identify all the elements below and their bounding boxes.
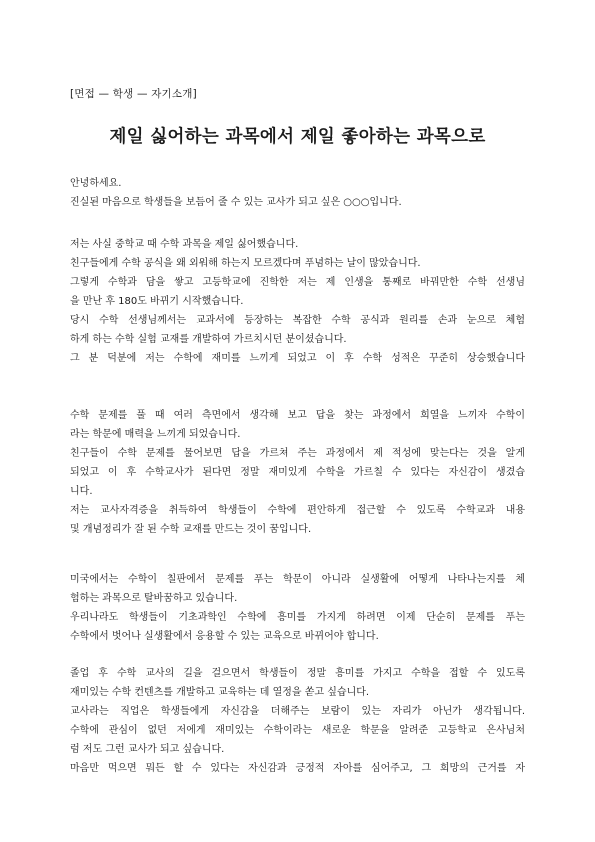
paragraph-motivation	[70, 406, 525, 539]
text-line: 험하는 과목으로 탈바꿈하고 있습니다.	[70, 593, 238, 604]
text-line: 미국에서는 수학이 칠판에서 문제를 푸는 학문이 아니라 실생활에 어떻게 나타나는지를 체	[70, 574, 525, 585]
text-line: 저는 교사자격증을 취득하여 학생들이 수학에 편안하게 접근할 수 있도록 수학교과 내용	[70, 505, 525, 516]
text-line: 그렇게 수학과 담을 쌓고 고등학교에 진학한 저는 제 인생을 통째로 바꿔만한 수학 선생님	[70, 277, 525, 288]
text-line: 우리나라도 학생들이 기초과학인 수학에 흥미를 가지게 하려면 이제 단순히 문제를 푸는	[70, 612, 525, 623]
text-line: 수학에서 벗어나 실생활에서 응용할 수 있는 교육으로 바뀌어야 합니다.	[70, 631, 379, 642]
text-line: 라는 학문에 매력을 느끼게 되었습니다.	[70, 429, 241, 440]
text-line: 친구들이 수학 문제를 물어보면 답을 가르쳐 주는 과정에서 제 적성에 맞는다는 것을 알게	[70, 448, 525, 459]
text-line: 그 분 덕분에 저는 수학에 재미를 느끼게 되었고 이 후 수학 성적은 꾸준히 상승했습니다	[70, 353, 525, 364]
text-line: 수학에 관심이 없던 저에게 재미있는 수학이라는 새로운 학문을 알려준 고등학교 은사님처	[70, 725, 525, 736]
text-line: 및 개념정리가 잘 된 수학 교재를 만드는 것이 꿈입니다.	[70, 524, 312, 535]
paragraph-education-view	[70, 570, 525, 646]
text-line: 졸업 후 수학 교사의 길을 걸으면서 학생들이 정말 흥미를 가지고 수학을 접할 수 있도록	[70, 668, 525, 679]
text-line: 마음만 먹으면 뭐든 할 수 있다는 자신감과 긍정적 자아를 심어주고, 그 희망의 근거를 자	[70, 763, 525, 774]
text-line: 친구들에게 수학 공식을 왜 외워해 하는지 모르겠다며 푸념하는 날이 많았습니다.	[70, 258, 421, 269]
text-line: 럼 저도 그런 교사가 되고 싶습니다.	[70, 744, 225, 755]
text-line: 되었고 이 후 수학교사가 된다면 정말 재미있게 수학을 가르칠 수 있다는 자신감이 생겼습	[70, 467, 525, 478]
document-title: 제일 싫어하는 과목에서 제일 좋아하는 과목으로	[109, 127, 486, 147]
text-line: 진실된 마음으로 학생들을 보듬어 줄 수 있는 교사가 되고 싶은 ○○○입니다.	[70, 197, 402, 208]
paragraph-background	[70, 235, 525, 368]
text-line: 교사라는 직업은 학생들에게 자신감을 더해주는 보람이 있는 자리가 아닌가 생각됩니다.	[70, 706, 525, 717]
text-line: 수학 문제를 풀 때 여러 측면에서 생각해 보고 답을 찾는 과정에서 희열을 느끼자 수학이	[70, 410, 525, 421]
paragraph-aspiration	[70, 664, 525, 778]
paragraph-greeting	[70, 174, 525, 212]
text-line: 당시 수학 선생님께서는 교과서에 등장하는 복잡한 수학 공식과 원리를 손과 눈으로 체험	[70, 315, 525, 326]
text-line: 을 만난 후 180도 바뀌기 시작했습니다.	[70, 296, 244, 307]
text-line: 안녕하세요.	[70, 178, 122, 189]
text-line: 하게 하는 수학 실험 교재를 개발하여 가르치시던 분이셨습니다.	[70, 334, 347, 345]
text-line: 니다.	[70, 486, 93, 497]
category-tag: [면접 — 학생 — 자기소개]	[70, 88, 197, 100]
text-line: 재미있는 수학 컨텐츠를 개발하고 교육하는 데 열정을 쏟고 싶습니다.	[70, 687, 370, 698]
text-line: 저는 사실 중학교 때 수학 과목을 제일 싫어했습니다.	[70, 239, 299, 250]
